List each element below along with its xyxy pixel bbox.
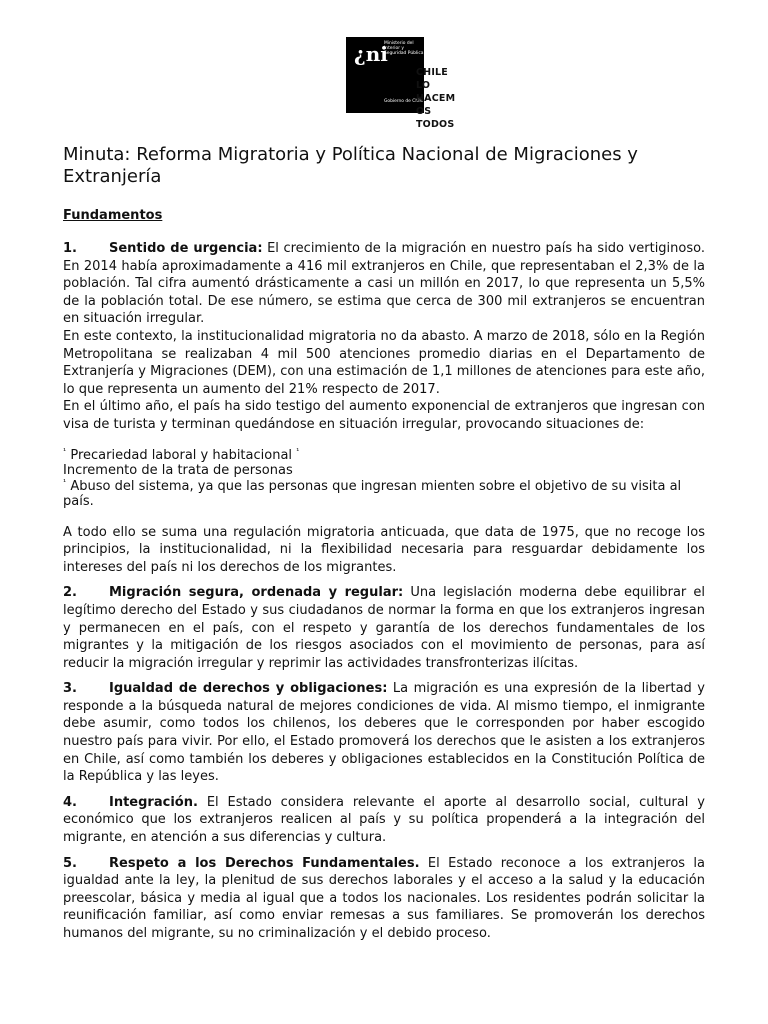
- point-1: [63, 240, 705, 328]
- logo-slogan-line: HACEM: [416, 93, 456, 104]
- point-lead: Integración.: [109, 794, 198, 810]
- point-text: El Estado reconoce a los extranjeros la igualdad ante la ley, la plenitud de sus derechos laborales y el acceso a la salud y la educación preescolar, básica y media al igual que a todos los nacionales. Los residentes podrán solicitar la reunificación familiar, así como enviar remesas a sus familiares. Se promoverán los derechos humanos del migrante, su no criminalización y el debido proceso.: [63, 855, 705, 941]
- document-body: [63, 240, 705, 943]
- section-heading: Fundamentos: [63, 208, 163, 223]
- document-title: Minuta: Reforma Migratoria y Política Nacional de Migraciones y Extranjería: [63, 144, 638, 187]
- list-item: $^{^1}$ Abuso del sistema, ya que las personas que ingresan mienten sobre el objetivo de su visita al país.: [63, 477, 682, 510]
- logo-slogan-line: TODOS: [416, 119, 455, 130]
- logo-slogan-line: CHILE: [416, 67, 449, 78]
- paragraph: A todo ello se suma una regulación migratoria anticuada, que data de 1975, que no recoge los principios, la institucionalidad, ni la flexibilidad necesaria para resguardar debidamente los intereses del país ni los derechos de los migrantes.: [63, 524, 705, 575]
- point-lead: Igualdad de derechos y obligaciones:: [109, 681, 388, 697]
- government-logo: [346, 37, 424, 113]
- point-3: [63, 680, 705, 786]
- point-text: El Estado considera relevante el aporte al desarrollo social, cultural y económico que los extranjeros realicen al país y su política propenderá a la integración del migrante, en atención a sus diferencias y cultura.: [63, 794, 705, 846]
- footnote-mark: ¹: [296, 446, 300, 456]
- point-number: 2.: [63, 585, 77, 601]
- footnote-mark: ¹: [63, 446, 67, 456]
- list-item: Incremento de la trata de personas: [63, 463, 293, 479]
- point-text: Una legislación moderna debe equilibrar el legítimo derecho del Estado y sus ciudadanos de normar la forma en que los extranjeros ingresan y permanecen en el país, con el respeto y garantía de los derechos fundamentales de los migrantes y la mitigación de los riesgos asociados con el movimiento de personas, para así reducir la migración irregular y reprimir las actividades transfronterizas ilícitas.: [63, 585, 705, 671]
- logo-glyph: ¿ni: [354, 42, 388, 66]
- point-text: La migración es una expresión de la libertad y responde a la búsqueda natural de mejores condiciones de vida. Al mismo tiempo, el inmigrante debe asumir, como todos los chilenos, los deberes que le corresponden por haber escogido nuestro país para vivir. Por ello, el Estado promoverá los derechos que le asisten a los extranjeros en Chile, así como también los deberes y obligaciones establecidos en la Constitución Política de la República y las leyes.: [63, 681, 705, 785]
- point-text: El crecimiento de la migración en nuestro país ha sido vertiginoso. En 2014 había aproximadamente a 416 mil extranjeros en Chile, que representaban el 2,3% de la población. Tal cifra aumentó drásticamente a casi un millón en 2017, lo que representa un 5,5% de la población total. De ese número, se estima que cerca de 300 mil extranjeros se encuentran en situación irregular.: [63, 241, 705, 327]
- logo-slogan: [416, 66, 455, 131]
- point-5: [63, 855, 705, 943]
- point-number: 1.: [63, 241, 77, 256]
- list-item: $^{^1}$ Precariedad laboral y habitacional $^{^1}$: [63, 446, 300, 463]
- point-2: [63, 584, 705, 672]
- point-number: 5.: [63, 855, 77, 871]
- logo-slogan-line: OS: [416, 106, 432, 117]
- logo-government-text: Gobierno de Chile: [384, 99, 424, 104]
- logo-slogan-line: LO: [416, 80, 431, 91]
- point-4: [63, 794, 705, 847]
- point-lead: Respeto a los Derechos Fundamentales.: [109, 855, 420, 871]
- paragraph: En el último año, el país ha sido testigo del aumento exponencial de extranjeros que ingresan con visa de turista y terminan quedándose en situación irregular, provocando situaciones de:: [63, 399, 705, 432]
- point-number: 4.: [63, 794, 77, 810]
- point-number: 3.: [63, 681, 77, 697]
- logo-box: [346, 37, 424, 113]
- footnote-mark: ¹: [63, 477, 67, 487]
- point-lead: Migración segura, ordenada y regular:: [109, 585, 404, 601]
- paragraph: En este contexto, la institucionalidad migratoria no da abasto. A marzo de 2018, sólo en la Región Metropolitana se realizaban 4 mil 500 atenciones promedio diarias en el Departamento de Extranjería y Migraciones (DEM), con una estimación de 1,1 millones de atenciones para este año, lo que representa un aumento del 21% respecto de 2017.: [63, 328, 705, 397]
- logo-ministry-text: Ministerio del Interior y Seguridad Pública: [384, 41, 424, 56]
- point-lead: Sentido de urgencia:: [109, 241, 263, 256]
- situations-list: [63, 448, 705, 510]
